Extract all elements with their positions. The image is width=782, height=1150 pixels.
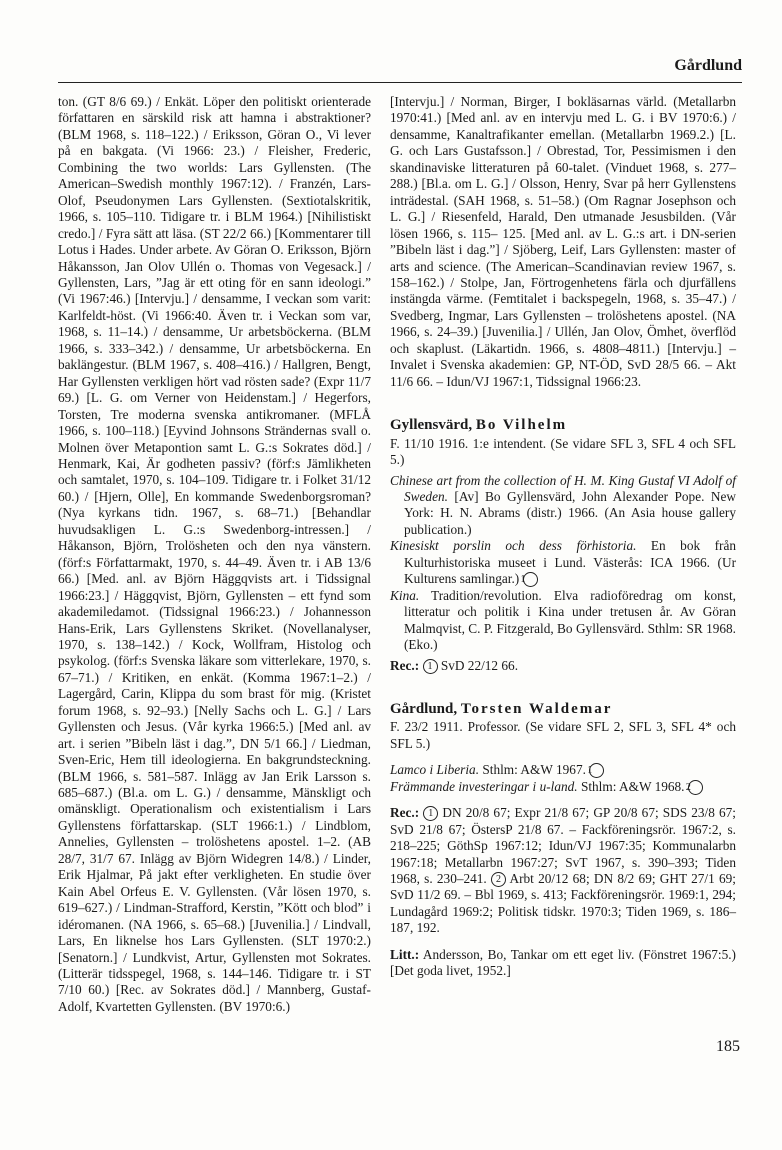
circled-number: 2 [491,872,506,887]
left-column [58,94,371,1015]
entry-gardlund [390,701,736,980]
work-title: Kinesiskt porslin och dess förhistoria. [390,538,637,554]
entry-given-names: Torsten Waldemar [460,700,613,717]
circled-number: 1 [423,806,438,821]
right-column [390,94,736,980]
work-title: Lamco i Liberia. [390,762,480,778]
entry-bio: F. 11/10 1916. 1:e intendent. (Se vidare SFL 3, SFL 4 och SFL 5.) [390,435,736,468]
rec-label: Rec.: [390,805,420,821]
work-details: [Av] Bo Gyllensvärd, John Alexander Pope. New York: H. N. Abrams (distr.) 1966. (An Asia house gallery publication.) [404,488,736,537]
rec-label: Rec.: [390,657,420,673]
entry-bio: F. 23/2 1911. Professor. (Se vidare SFL 2, SFL 3, SFL 4* och SFL 5.) [390,719,736,751]
review-line [390,805,736,937]
entry-heading [390,701,736,717]
rec-text: SvD 22/12 66. [437,657,519,673]
litt-text: Andersson, Bo, Tankar om ett eget liv. (Fönstret 1967:5.) [Det goda livet, 1952.] [390,946,736,979]
circled-number: 2 [688,780,703,795]
rec-text: Arbt 20/12 68; DN 8/2 69; GHT 27/1 69; SvD 11/2 69. – Bbl 1969, s. 413; Fackföreningsrör. 1969:1, 294; Lundagård 1969:2; Politisk tidskr. 1970:3; Tiden 1969, s. 186–187, 192. [390,871,736,936]
entry-given-names: Bo Vilhelm [475,417,568,434]
literature-line [390,947,736,980]
work-title: Kina. [390,587,420,603]
work-details: Tradition/revolution. Elva radioföredrag om konst, litteratur och politik i Kina under tretusen år. Av Göran Malmqvist, C. P. Fitzgerald, Bo Gyllensvärd. Sthlm: SR 1968. (Eko.) [404,587,736,653]
circled-number: 1 [423,659,438,674]
work-title: Främmande investeringar i u-land. [390,778,578,794]
circled-number: 1 [589,763,604,778]
page-number: 185 [716,1038,740,1055]
rec-text: DN 20/8 67; Expr 21/8 67; GP 20/8 67; SDS 23/8 67; SvD 21/8 67; ÖstersP 21/8 67. – Fackföreningsrör. 1967:2, s. 218–225; GöthSp 1967:12; Idun/VJ 1967:35; Kommunalarbn 1967:18; Metallarbn 1967:27; SvT 1967, s. 390–393; Tiden 1968, s. 230–241. [390,805,736,887]
work-item [390,779,736,795]
litt-label: Litt.: [390,946,420,962]
work-item [390,538,736,587]
work-details: Sthlm: A&W 1968. [577,778,685,794]
running-header: Gårdlund [674,57,742,74]
work-item [390,473,736,539]
entry-surname: Gårdlund, [390,700,461,717]
entry-gyllensvard [390,417,736,674]
entry-heading [390,417,736,433]
header-rule [58,82,742,83]
work-title: Chinese art from the collection of H. M. King Gustaf VI Adolf of Sweden. [390,472,736,504]
work-item [390,762,736,778]
review-line [390,658,736,674]
entry-surname: Gyllensvärd, [390,417,476,434]
circled-number: 1 [523,572,538,587]
work-details: En bok från Kulturhistoriska museet i Lund. Västerås: ICA 1966. (Ur Kulturens samlingar.) [404,538,736,587]
left-column-text: ton. (GT 8/6 69.) / Enkät. Löper den politiskt orienterade författaren en särskild risk att hamna i abstraktioner? (BLM 1968, s. 118–122.) / Eriksson, Göran O., Vi lever på en bakgata. (Vi 1966: 23.) / Fleisher, Frederic, Combining the two worlds: Lars Gyllensten. (The American–Swedish monthly 1967:12). / Franzén, Lars-Olof, Pseudonymen Lars Gyllensten. (Sextiotalskritik, 1966, s. 105–110. Tidigare tr. i BLM 1964.) [Nihilistiskt credo.] / Fyra sätt att läsa. (ST 22/2 66.) [Kommentarer till Lotus i Hades. Under arbete. Av Göran O. Eriksson, Björn Håkansson, Jan Olov Ullén o. Thomas von Vegesack.] / Gyllensten, Lars, ”Jag är ett oting för en sann ideologi.” (Vi 1967:46.) [Intervju.] / densamme, I veckan som varit: Karlfeldt-höst. (Vi 1966:40. Även tr. i Veckan som var, 1968, s. 11–14.) / densamme, Ur arbetsböckerna. (BLM 1966, s. 333–342.) / densamme, Ur arbetsböckerna. En baklängestur. (BLM 1967, s. 408–416.) / Hallgren, Bengt, Har Gyllensten verkligen hört vad rösten sade? (Expr 11/7 69.) [L. G. om Verner von Heidenstam.] / Hegerfors, Torsten, Tre moderna svenska antikromaner. (MFLÅ 1966, s. 100–118.) [Eyvind Johnsons Strändernas svall o. Molnen över Metapontion samt L. G.:s Sokrates död.] / Henmark, Kai, Är godheten passiv? (förf:s Jämlikheten och samtalet, 1970, s. 104–109. Tidigare tr. i Folket 31/12 60.) / [Hjern, Olle], En kommande Swedenborgsroman? (Nya kyrkans tidn. 1967, s. 68–71.) [Behandlar huvudsakligen L. G.:s Swedenborg-intressen.] / Håkanson, Björn, Trolösheten och den nya vänstern. (förf:s Författarmakt, 1970, s. 44–49. Även tr. i AB 13/6 66.) [Med. anl. av Björn Häggqvists art. i Tidssignal 1966:23.] / Häggqvist, Björn, Gyllensten – ett fynd som akademiledamot. (Tidssignal 1966:23.) / Johannesson Hans-Erik, Lars Gyllenstens Skriket. (Novellanalyser, 1970, s. 138–142.) / Kock, Wollfram, Histolog och psykolog. (förf:s Svenska läkare som vitterlekare, 1970, s. 67–71.) / Kritiken, en enkät. (Komma 1967:1–2.) / Lagergård, Carin, Klippa du som brast för mig. (Kristet forum 1968, s. 92–93.) [Nelly Sachs och L. G.] / Lars Gyllensten och Jesus. (Vår kyrka 1966:5.) [Med anl. av art. i serien ”Bibeln läst i dag.”, DN 5/1 66.] / Liedman, Sven-Eric, Hem till ideologierna. En bakgrundsteckning. (BLM 1966, s. 581–587. Inlägg av Jan Erik Larsson s. 685–687.) (Bl.a. om L. G.) / densamme, Mänskligt och omänskligt. Operationalism och existentialism i Lars Gyllenstens författarskap. (SLT 1966:1.) / Lindblom, Annelies, Gyllensten – trolöshetens apostel. 1–2. (AB 28/7, 31/7 67. Inlägg av Björn Widegren 14/8.) / Linder, Erik Hjalmar, På jakt efter verkligheten. En studie över Kain Abel Orfeus E. V. Gyllensten. (Vår lösen 1970, s. 619–627.) / Lindman-Strafford, Kerstin, ”Kött och blod” i idéromanen. (NA 1966, s. 65–68.) [Juvenilia.] / Lindvall, Lars, En liknelse hos Lars Gyllensten. (SLT 1970:2.) [Senatorn.] / Lundkvist, Artur, Gyllensten mot Sokrates. (Litterär tidsspegel, 1968, s. 144–146. Tidigare tr. i ST 7/10 60.) [Rec. av Sokrates död.] / Mannberg, Gustaf-Adolf, Kvartetten Gyllensten. (BV 1970:6.) [58,94,371,1014]
right-column-continuation: [Intervju.] / Norman, Birger, I bokläsarnas värld. (Metallarbn 1970:41.) [Med anl. av en intervju med L. G. i BV 1970:6.) / densamme, Kanaltrafikanter emellan. (Metallarbn 1969.2.) [L. G. och Lars Gustafsson.] / Obrestad, Tor, Pessimismen i den skandinaviske litteraturen på 60-talet. (Vinduet 1968, s. 277–288.) [Bl.a. om L. G.] / Olsson, Henry, Svar på herr Gyllenstens inträdestal. (SAH 1968, s. 51–58.) (Om Ragnar Josephson och L. G.] / Riesenfeld, Harald, Den utmanade Jesusbilden. (Vår lösen 1966, s. 115– 125. [Med anl. av L. G.:s art. i DN-serien ”Bibeln läst i dag.”] / Sjöberg, Leif, Lars Gyllensten: master of arts and science. (The American–Scandinavian review 1967, s. 158–162.) / Stolpe, Jan, Förtrogenhetens färla och djurfällens instängda värme. (Femtitalet i backspegeln, 1968, s. 35–47.) / Svedberg, Ingmar, Lars Gyllensten – trolöshetens apostel. (NA 1966, s. 24–39.) [Juvenilia.] / Ullén, Jan Olov, Ömhet, överflöd och skaplust. (Läkartidn. 1966, s. 4808–4811.) [Intervju.] – Invalet i Svenska akademien: GP, NT-ÖD, SvD 28/5 66. – Akt 11/6 66. – Idun/VJ 1967:1, Tidssignal 1966:23. [390,94,736,389]
work-item [390,588,736,654]
work-details: Sthlm: A&W 1967. [479,762,586,778]
